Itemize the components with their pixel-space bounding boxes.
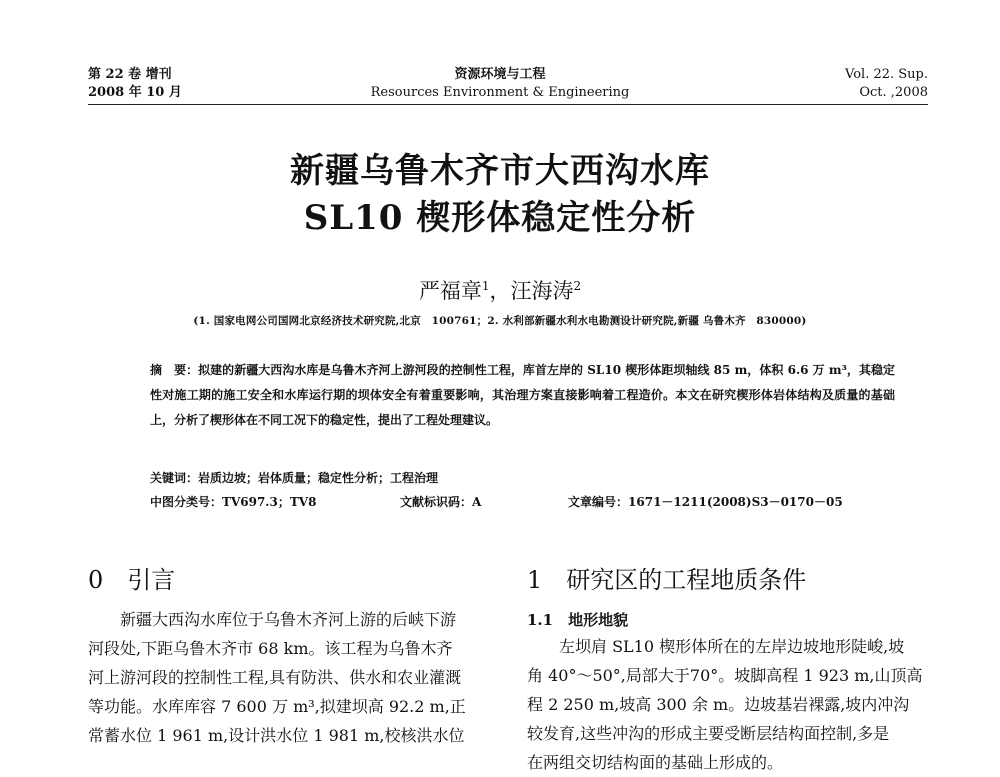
doc-code-label: 文献标识码：	[400, 495, 473, 509]
abstract-text: 拟建的新疆大西沟水库是乌鲁木齐河上游河段的控制性工程，库首左岸的 SL10 楔形体距坝轴线 85 m，体积 6.6 万 m³，其稳定性对施工期的施工安全和水库运行期的坝体安全有着重要影响，其治理方案直接影响着工程造价。本文在研究楔形体岩体结构及质量的基础上，分析了楔形体在不同工况下的稳定性，提出了工程处理建议。	[150, 363, 895, 427]
publication-date: 2008 年 10 月	[88, 85, 182, 100]
paragraph-line: 左坝肩 SL10 楔形体所在的左岸边坡地形陡峻,坡	[559, 637, 905, 656]
clc-label: 中图分类号：	[150, 495, 223, 509]
paragraph-line: 常蓄水位 1 961 m,设计洪水位 1 981 m,校核洪水位	[88, 726, 465, 745]
section-0-heading: 0 引言	[88, 566, 176, 594]
abstract	[150, 358, 895, 433]
authors	[0, 275, 1000, 305]
paragraph-line: 程 2 250 m,坡高 300 余 m。边坡基岩裸露,坡内冲沟	[527, 695, 910, 714]
paragraph-line: 较发育,这些冲沟的形成主要受断层结构面控制,多是	[527, 724, 890, 743]
author-separator: ，	[489, 279, 511, 303]
journal-name-cn: 资源环境与工程	[454, 67, 546, 82]
paragraph-line: 在两组交切结构面的基础上形成的。	[527, 753, 784, 772]
title-line-1: 新疆乌鲁木齐市大西沟水库	[290, 151, 710, 191]
paragraph-line: 角 40°～50°,局部大于70°。坡脚高程 1 923 m,山顶高	[527, 666, 923, 685]
volume-en: Vol. 22. Sup.	[845, 67, 928, 82]
author-2: 汪海涛	[510, 279, 574, 303]
doc-code-value: A	[472, 495, 482, 509]
article-number-label: 文章编号：	[568, 495, 629, 509]
clc	[150, 493, 316, 510]
keywords-text: 岩质边坡；岩体质量；稳定性分析；工程治理	[198, 471, 439, 485]
date-en: Oct. ,2008	[859, 85, 928, 100]
paragraph-line: 新疆大西沟水库位于乌鲁木齐河上游的后峡下游	[120, 610, 457, 629]
doc-code	[400, 493, 481, 510]
abstract-label: 摘 要：	[150, 363, 199, 377]
article-number	[568, 493, 843, 510]
header-rule	[88, 104, 928, 105]
journal-name-en: Resources Environment & Engineering	[370, 85, 630, 100]
section-1-body	[527, 632, 939, 777]
author-1: 严福章	[418, 279, 482, 303]
section-0-body	[88, 605, 496, 750]
section-1-1-heading: 1.1 地形地貌	[527, 611, 629, 629]
title-line-2: SL10 楔形体稳定性分析	[303, 198, 697, 238]
paragraph-line: 河段处,下距乌鲁木齐市 68 km。该工程为乌鲁木齐	[88, 639, 453, 658]
clc-value: TV697.3；TV8	[222, 495, 317, 509]
paragraph-line: 河上游河段的控制性工程,具有防洪、供水和农业灌溉	[88, 668, 462, 687]
author-1-affil-mark: 1	[481, 279, 490, 293]
author-2-affil-mark: 2	[573, 279, 582, 293]
section-1-heading: 1 研究区的工程地质条件	[527, 566, 807, 594]
paragraph-line: 等功能。水库库容 7 600 万 m³,拟建坝高 92.2 m,正	[88, 697, 466, 716]
keywords	[150, 466, 895, 491]
affiliations: (1. 国家电网公司国网北京经济技术研究院,北京 100761；2. 水利部新疆水利水电勘测设计研究院,新疆 乌鲁木齐 830000)	[193, 315, 807, 327]
keywords-label: 关键词：	[150, 471, 199, 485]
volume-issue: 第 22 卷 增刊	[88, 67, 172, 82]
article-number-value: 1671－1211(2008)S3－0170－05	[628, 495, 843, 509]
